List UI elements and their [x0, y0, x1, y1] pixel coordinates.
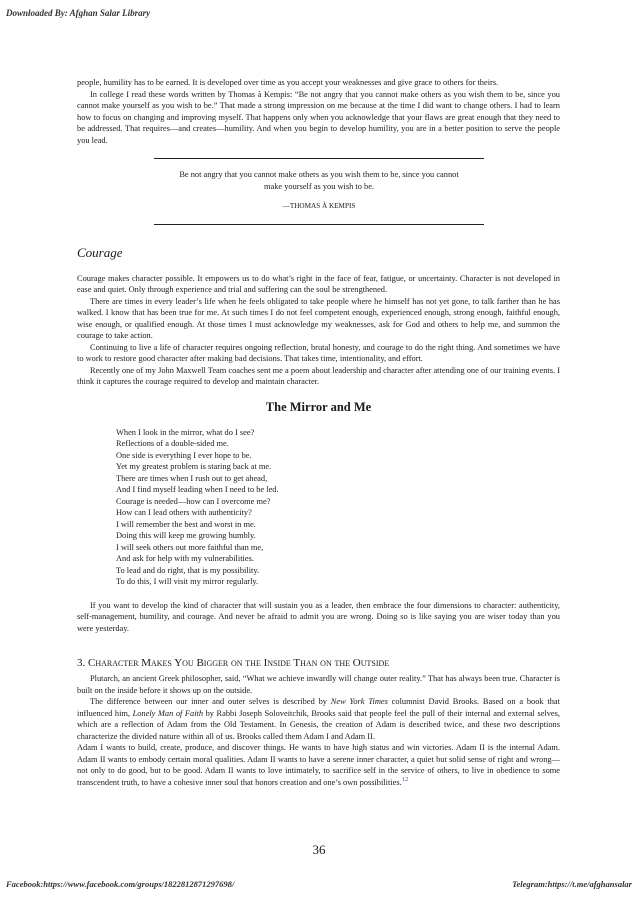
poem-line: One side is everything I ever hope to be.	[116, 450, 252, 460]
body-paragraph	[77, 696, 560, 742]
chapter-heading	[77, 656, 560, 670]
text-run: columnist David Brooks. Based on a book that influenced him,	[77, 697, 560, 718]
body-paragraph: There are times in every leader’s life when he feels obligated to take people where he himself has not yet gone, to talk farther than he has walked. I know that has been true for me. At such times I do not feel competent enough, experienced enough, strong enough, faithful enough, wise enough, or qualified enough. At those times I must acknowledge my weaknesses, ask for God and others to help me, and summon the courage to take action.	[77, 296, 560, 340]
poem-title: The Mirror and Me	[265, 399, 372, 414]
section-heading: Courage	[77, 244, 123, 260]
chapter-number: 3.	[77, 657, 86, 669]
text-run: by Rabbi Joseph Soloveitchik, Brooks said that people feel the pull of their internal and external selves, which are a reflection of Adam from the Old Testament. In Genesis, the creation of Adam is described twice, and these two descriptions characterize the divided nature within all of us. Brooks called them Adam I and Adam II.	[77, 708, 560, 741]
poem-line: Doing this will keep me growing humbly.	[116, 531, 256, 540]
body-paragraph: If you want to develop the kind of character that will sustain you as a leader, then embrace the four dimensions to character: authenticity, self-management, humility, and courage. And never be afraid to admit you are wrong. Doing so is like saying you are wiser today than you were yesterday.	[77, 600, 560, 633]
poem-line: And I find myself leading when I need to be led.	[116, 485, 279, 494]
poem-line: I will remember the best and worst in me.	[116, 519, 256, 529]
body-paragraph: Recently one of my John Maxwell Team coaches sent me a poem about leadership and character after attending one of our training events. I think it captures the courage required to develop and maintain character.	[77, 365, 560, 386]
poem-line: I will seek others out more faithful than me,	[116, 542, 264, 552]
block-quote	[77, 742, 560, 788]
download-note: Downloaded By: Afghan Salar Library	[6, 8, 151, 18]
body-paragraph: Continuing to live a life of character requires ongoing reflection, brutal honesty, and courage to do the right thing. And sometimes we have to work to restore good character after making bad decisions. That takes time, intentionality, and effort.	[77, 342, 560, 363]
pull-quote-attribution: —THOMAS À KEMPIS	[282, 202, 356, 210]
body-paragraph: In college I read these words written by Thomas à Kempis: “Be not angry that you cannot make others as you wish them to be, since you cannot make yourself as you wish to be.” That made a strong impression on me because at the time I did want to change others. I had to learn how to focus on changing and improving myself. That happens only when you acknowledge that your flaws are great enough that they need to be addressed. That requires—and creates—humility. And when you begin to develop humility, you are in a better position to serve the people you lead.	[77, 89, 560, 145]
poem-line: To do this, I will visit my mirror regularly.	[116, 577, 259, 586]
block-quote-text: Adam I wants to build, create, produce, and discover things. He wants to have high status and win victories. Adam II is the internal Adam. Adam II wants to embody certain moral qualities. Adam II wants to have a serene inner character, a quiet but solid sense of right and wrong—not only to do good, but to be good. Adam II wants to love intimately, to sacrifice self in the service of others, to live in obedience to some transcendent truth, to have a cohesive inner soul that honors creation and one’s own possibilities.	[77, 743, 560, 787]
footnote-link[interactable]: 12	[401, 775, 409, 783]
poem-line: Courage is needed—how can I overcome me?	[116, 496, 271, 506]
page-number: 36	[312, 842, 326, 857]
poem-line: Reflections of a double-sided me.	[116, 439, 229, 448]
pull-quote-text: Be not angry that you cannot make others as you wish them to be, since you cannot make yourself as you wish to be.	[179, 170, 459, 191]
body-paragraph: people, humility has to be earned. It is developed over time as you accept your weaknesses and give grace to others for theirs.	[77, 78, 499, 87]
body-paragraph: Courage makes character possible. It empowers us to do what’s right in the face of fear, fatigue, or uncertainty. Character is not developed in ease and quiet. Only through experience and trial and suffering can the soul be strengthened.	[77, 273, 560, 294]
page-content	[77, 77, 560, 788]
poem-line: How can I lead others with authenticity?	[116, 508, 252, 517]
book-title: Lonely Man of Faith	[132, 708, 204, 718]
publication-name: New York Times	[330, 697, 388, 706]
text-run: The difference between our inner and outer selves is described by	[90, 697, 331, 706]
body-paragraph: Plutarch, an ancient Greek philosopher, said, “What we achieve inwardly will change outer reality.” That has always been true. Character is built on the inside before it shows up on the outside.	[77, 674, 560, 695]
poem	[116, 427, 560, 588]
poem-line: There are times when I rush out to get ahead,	[116, 473, 268, 483]
poem-line: Yet my greatest problem is staring back at me.	[116, 462, 272, 471]
chapter-title: Character Makes You Bigger on the Inside Than on the Outside	[88, 657, 390, 669]
poem-line: And ask for help with my vulnerabilities.	[116, 554, 254, 563]
footer-telegram-link[interactable]: Telegram:https://t.me/afghansalar	[512, 879, 632, 889]
footer-facebook-link[interactable]: Facebook:https://www.facebook.com/groups/1822812871297698/	[6, 879, 235, 889]
poem-line: When I look in the mirror, what do I see?	[116, 427, 255, 437]
pull-quote	[154, 158, 484, 225]
poem-line: To lead and do right, that is my possibility.	[116, 565, 260, 575]
